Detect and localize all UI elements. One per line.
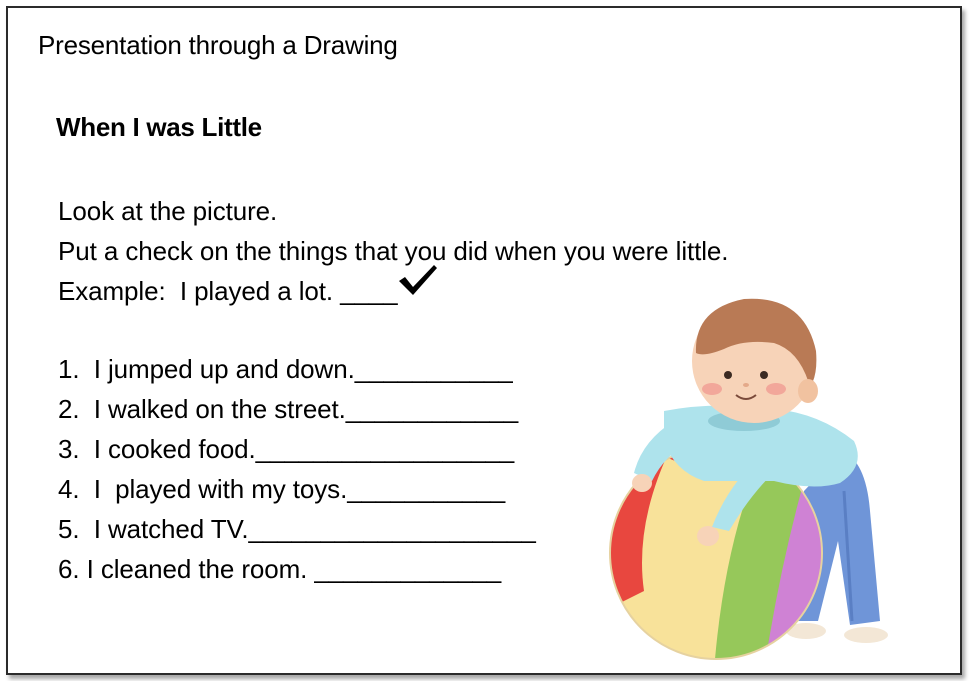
- list-item-1: 1. I jumped up and down.___________: [58, 354, 513, 384]
- worksheet-heading: When I was Little: [56, 112, 262, 142]
- list-item-3: 3. I cooked food.__________________: [58, 434, 515, 464]
- check-icon: [396, 262, 440, 298]
- list-item-6: 6. I cleaned the room. _____________: [58, 554, 502, 584]
- list-item-5: 5. I watched TV.____________________: [58, 514, 536, 544]
- instruction-line-2: Put a check on the things that you did when you were little.: [58, 236, 729, 266]
- instruction-line-1: Look at the picture.: [58, 196, 278, 226]
- slide-title: Presentation through a Drawing: [38, 30, 398, 60]
- child-with-ball-illustration: [604, 291, 914, 661]
- list-item-4: 4. I played with my toys.___________: [58, 474, 506, 504]
- example-line: Example: I played a lot. ____: [58, 276, 398, 306]
- list-item-2: 2. I walked on the street.____________: [58, 394, 519, 424]
- slide: [6, 6, 962, 675]
